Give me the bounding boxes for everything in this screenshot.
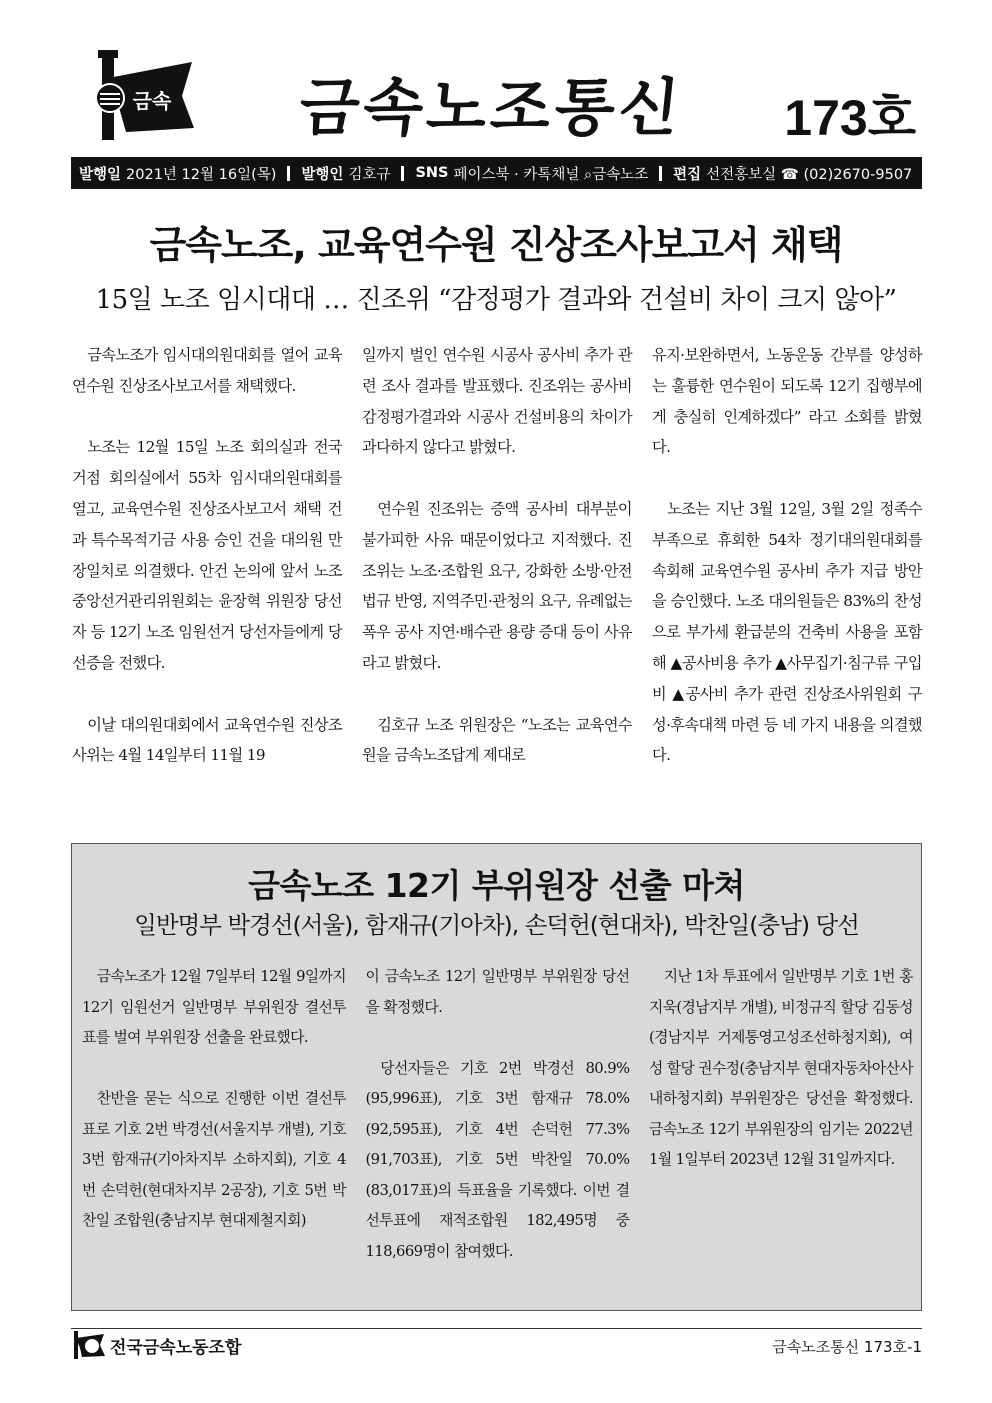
- box-column-3: [649, 962, 913, 1298]
- paragraph: 금속노조가 12월 7일부터 12월 9일까지 12기 임원선거 일반명부 부위원장 결선투표를 벌여 부위원장 선출을 완료했다.: [82, 968, 346, 1046]
- box-body: [82, 962, 913, 1298]
- metal-union-fist-logo-icon: [90, 48, 200, 143]
- footer-divider: [71, 1328, 922, 1329]
- article-body: [72, 340, 922, 835]
- publish-date: 2021년 12월 16일(목): [126, 166, 277, 183]
- article-column-2: [362, 340, 632, 835]
- article-column-3: [652, 340, 922, 835]
- divider: [401, 166, 404, 181]
- election-news-box: [71, 843, 922, 1311]
- article-subheadline: 15일 노조 임시대대 … 진조위 “감정평가 결과와 건설비 차이 크지 않아”: [95, 285, 897, 315]
- paragraph: 금속노조가 임시대의원대회를 열어 교육연수원 진상조사보고서를 채택했다.: [72, 346, 342, 395]
- paragraph: 유지·보완하면서, 노동운동 간부를 양성하는 훌륭한 연수원이 되도록 12기 집행부에게 충실히 인계하겠다” 라고 소회를 밝혔다.: [652, 346, 922, 457]
- union-logo-icon: [72, 1330, 106, 1360]
- footer-organization: [72, 1330, 241, 1360]
- publication-info-bar: [71, 157, 922, 189]
- organization-name: 전국금속노동조합: [110, 1337, 242, 1358]
- sns-channels: 페이스북 · 카톡채널 ⌕금속노조: [453, 166, 649, 183]
- article-headline: 금속노조, 교육연수원 진상조사보고서 채택: [149, 223, 843, 267]
- publisher-label: 발행인: [301, 166, 344, 183]
- paragraph: 노조는 12월 15일 노조 회의실과 전국 거점 회의실에서 55차 임시대의원대회를 열고, 교육연수원 진상조사보고서 채택 건과 특수목적기금 사용 승인 건을 대의원 만장일치로 의결했다. 안건 논의에 앞서 노조 중앙선거관리위원회는 윤장혁 위원장 당선자 등 12기 노조 임원선거 당선자들에게 당선증을 전했다.: [72, 438, 342, 672]
- article-column-1: [72, 340, 342, 835]
- paragraph: 당선자들은 기호 2번 박경선 80.9%(95,996표), 기호 3번 함재규 78.0%(92,595표), 기호 4번 손덕헌 77.3%(91,703표), 기호 5번 박찬일 70.0%(83,017표)의 득표율을 기록했다. 이번 결선투표에 재적조합원 182,495명 중 118,669명이 참여했다.: [365, 1059, 630, 1260]
- publish-date-label: 발행일: [79, 166, 122, 183]
- editor-label: 편집: [673, 166, 702, 183]
- paragraph: 일까지 벌인 연수원 시공사 공사비 추가 관련 조사 결과를 발표했다. 진조위는 공사비 감정평가결과와 시공사 건설비용의 차이가 과다하지 않다고 밝혔다.: [362, 346, 632, 457]
- paragraph: 연수원 진조위는 증액 공사비 대부분이 불가피한 사유 때문이었다고 지적했다. 진조위는 노조·조합원 요구, 강화한 소방·안전법규 반영, 지역주민·관청의 요구, 유례없는 폭우 공사 지연·배수관 용량 증대 등이 사유라고 밝혔다.: [362, 499, 632, 672]
- divider: [287, 166, 290, 181]
- paragraph: 김호규 노조 위원장은 “노조는 교육연수원을 금속노조답게 제대로: [362, 715, 632, 765]
- masthead: [68, 40, 924, 150]
- paragraph: 노조는 지난 3월 12일, 3월 2일 정족수 부족으로 휴회한 54차 정기대의원대회를 속회해 교육연수원 공사비 추가 지급 방안을 승인했다. 노조 대의원들은 83%의 찬성으로 부가세 환급분의 건축비 사용을 포함해 ▲공사비용 추가 ▲사무집기·침구류 구입비 ▲공사비 추가 관련 진상조사위원회 구성·후속대책 마련 등 네 가지 내용을 의결했다.: [652, 499, 922, 765]
- svg-text:금속: 금속: [132, 89, 172, 113]
- box-column-1: [82, 962, 346, 1298]
- divider: [659, 166, 662, 181]
- paragraph: 지난 1차 투표에서 일반명부 기호 1번 홍지욱(경남지부 개별), 비정규직 할당 김동성(경남지부 거제통영고성조선하청지회), 여성 할당 권수정(충남지부 현대자동차아산사내하청지회) 부위원장은 당선을 확정했다. 금속노조 12기 부위원장의 임기는 2022년 1월 1일부터 2023년 12월 31일까지다.: [649, 968, 913, 1168]
- issue-number: 173호: [784, 90, 916, 146]
- newsletter-title: 금속노조통신: [295, 71, 687, 144]
- box-subheadline: 일반명부 박경선(서울), 함재규(기아차), 손덕헌(현대차), 박찬일(충남) 당선: [134, 911, 859, 939]
- box-headline: 금속노조 12기 부위원장 선출 마쳐: [248, 866, 745, 905]
- box-column-2: [366, 962, 630, 1298]
- publisher-name: 김호규: [348, 166, 391, 183]
- footer-page-label: 금속노조통신 173호-1: [772, 1338, 922, 1356]
- paragraph: 이 금속노조 12기 일반명부 부위원장 당선을 확정했다.: [365, 968, 630, 1016]
- editor-contact: 선전홍보실 ☎ (02)2670-9507: [706, 166, 913, 183]
- sns-label: SNS: [415, 165, 449, 181]
- paragraph: 찬반을 묻는 식으로 진행한 이번 결선투표로 기호 2번 박경선(서울지부 개별), 기호 3번 함재규(기아차지부 소하지회), 기호 4번 손덕헌(현대차지부 2공장), 기호 5번 박찬일 조합원(충남지부 현대제철지회): [82, 1090, 346, 1229]
- paragraph: 이날 대의원대회에서 교육연수원 진상조사위는 4월 14일부터 11월 19: [72, 715, 342, 765]
